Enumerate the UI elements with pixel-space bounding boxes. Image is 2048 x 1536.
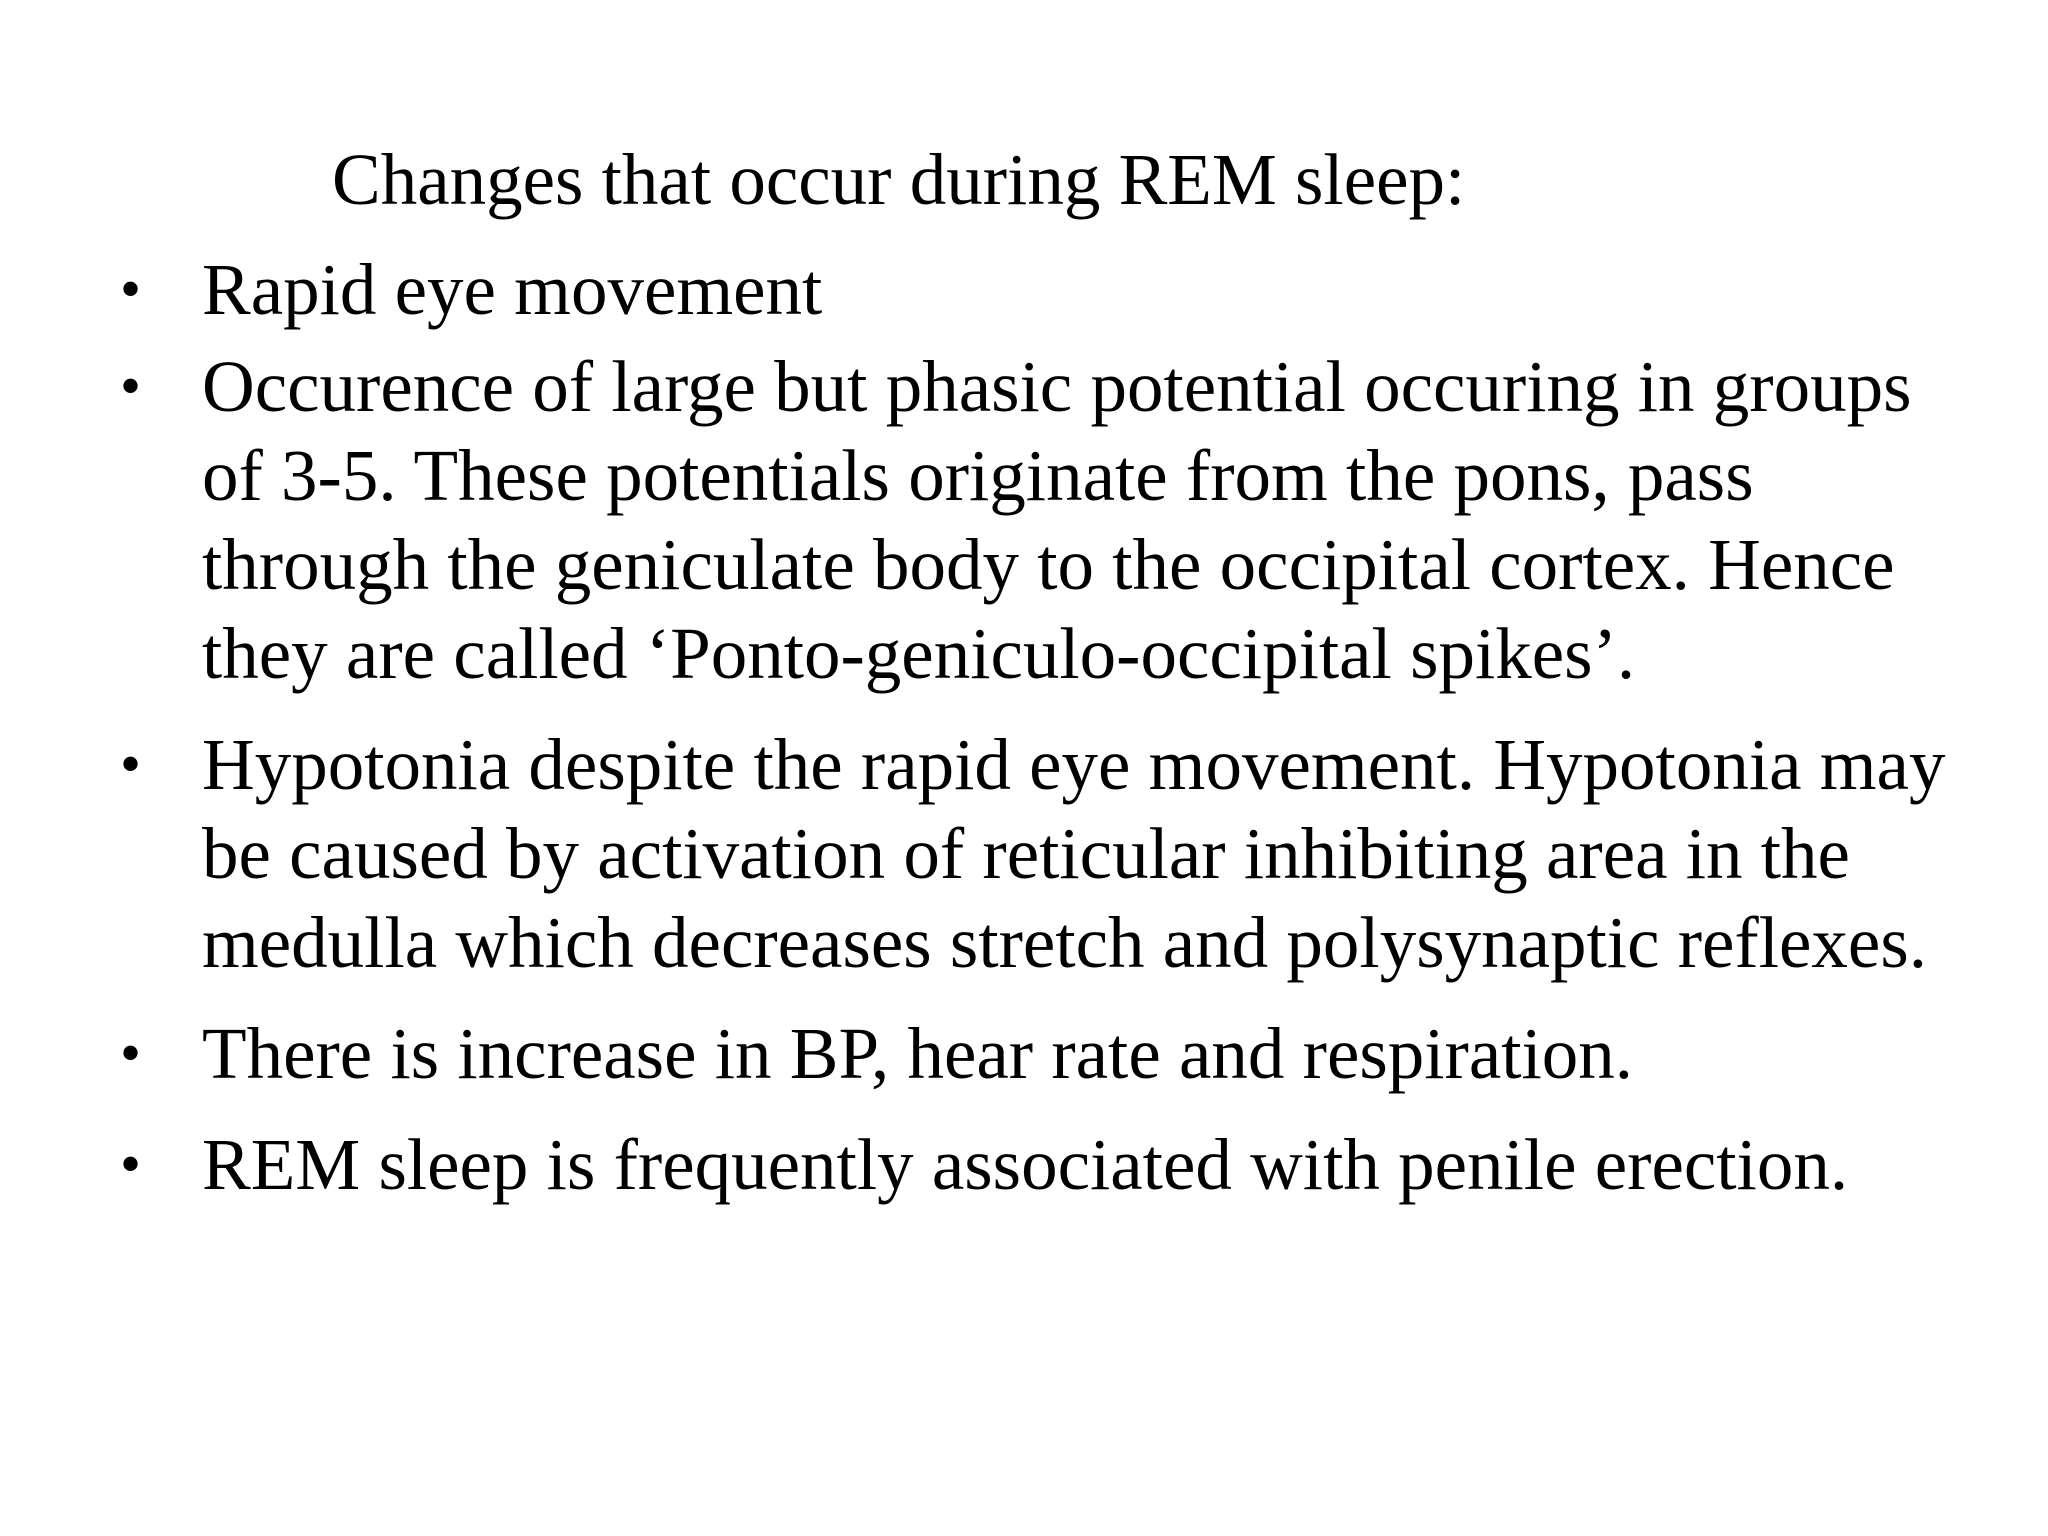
bullet-text: Rapid eye movement <box>202 249 823 330</box>
list-item <box>120 1120 1960 1209</box>
bullet-text: Hypotonia despite the rapid eye movement. Hypotonia may be caused by activation of reticular inhibiting area in the medulla which decreases stretch and polysynaptic reflexes. <box>202 724 1946 983</box>
bullet-icon: • <box>120 353 142 419</box>
bullet-icon: • <box>120 1020 142 1086</box>
bullet-list <box>120 245 1960 1231</box>
bullet-text: There is increase in BP, hear rate and respiration. <box>202 1013 1634 1094</box>
list-item <box>120 720 1960 987</box>
list-item <box>120 245 1960 334</box>
list-item <box>120 342 1960 698</box>
list-item <box>120 1009 1960 1098</box>
bullet-icon: • <box>120 1131 142 1197</box>
slide-title: Changes that occur during REM sleep: <box>332 139 1466 220</box>
bullet-text: REM sleep is frequently associated with penile erection. <box>202 1124 1849 1205</box>
bullet-text: Occurence of large but phasic potential occuring in groups of 3-5. These potentials originate from the pons, pass through the geniculate body to the occipital cortex. Hence they are called ‘Ponto-geniculo-occipital spikes’. <box>202 346 1912 694</box>
bullet-icon: • <box>120 731 142 797</box>
bullet-icon: • <box>120 256 142 322</box>
